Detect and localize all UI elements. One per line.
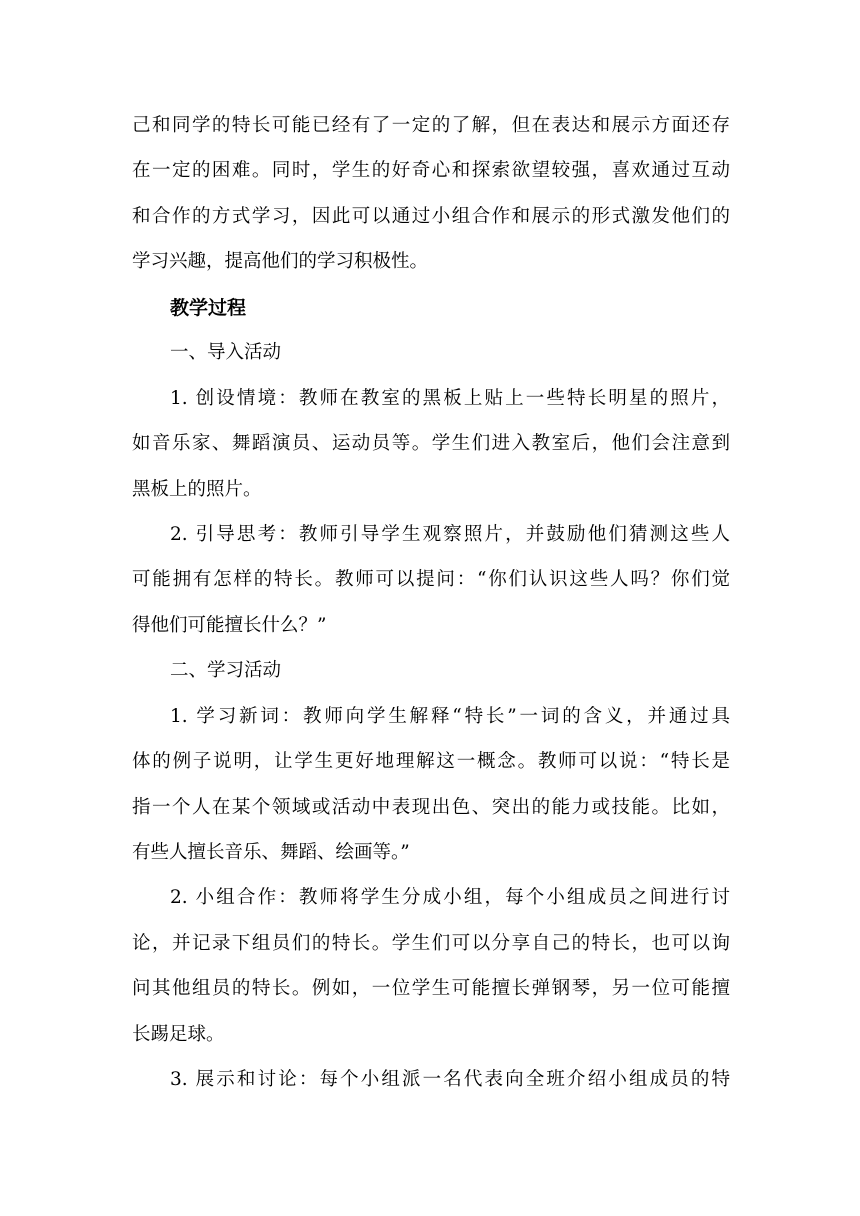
intro-paragraph-line: 学习兴趣，提高他们的学习积极性。 bbox=[132, 251, 429, 272]
part1-item1-line: 1. 创设情境：教师在教室的黑板上贴上一些特长明星的照片， bbox=[170, 388, 730, 409]
intro-paragraph-line: 在一定的困难。同时，学生的好奇心和探索欲望较强，喜欢通过互动 bbox=[132, 160, 730, 181]
part2-item2-line: 2. 小组合作：教师将学生分成小组，每个小组成员之间进行讨 bbox=[170, 887, 730, 908]
part1-item2-line: 2. 引导思考：教师引导学生观察照片，并鼓励他们猜测这些人 bbox=[170, 524, 730, 545]
part2-item3-line: 3. 展示和讨论：每个小组派一名代表向全班介绍小组成员的特 bbox=[170, 1069, 730, 1090]
part2-item1-line: 体的例子说明，让学生更好地理解这一概念。教师可以说：“特长是 bbox=[132, 751, 730, 772]
part2-item2-line: 问其他组员的特长。例如，一位学生可能擅长弹钢琴，另一位可能擅 bbox=[132, 978, 730, 999]
part2-title: 二、学习活动 bbox=[170, 660, 282, 681]
part1-title: 一、导入活动 bbox=[170, 342, 282, 363]
part2-item2-line: 论，并记录下组员们的特长。学生们可以分享自己的特长，也可以询 bbox=[132, 933, 730, 954]
intro-paragraph-line: 和合作的方式学习，因此可以通过小组合作和展示的形式激发他们的 bbox=[132, 206, 730, 227]
part2-item1-line: 1. 学习新词：教师向学生解释“特长”一词的含义，并通过具 bbox=[170, 706, 730, 727]
part2-item2-line: 长踢足球。 bbox=[132, 1024, 225, 1045]
part2-item1-line: 指一个人在某个领域或活动中表现出色、突出的能力或技能。比如， bbox=[132, 797, 730, 818]
part1-item2-line: 得他们可能擅长什么？” bbox=[132, 615, 327, 636]
section-heading: 教学过程 bbox=[170, 297, 247, 319]
intro-paragraph-line: 己和同学的特长可能已经有了一定的了解，但在表达和展示方面还存 bbox=[132, 115, 730, 136]
part1-item1-line: 如音乐家、舞蹈演员、运动员等。学生们进入教室后，他们会注意到 bbox=[132, 433, 730, 454]
part1-item2-line: 可能拥有怎样的特长。教师可以提问：“你们认识这些人吗？你们觉 bbox=[132, 569, 730, 590]
part2-item1-line: 有些人擅长音乐、舞蹈、绘画等。” bbox=[132, 842, 410, 863]
part1-item1-line: 黑板上的照片。 bbox=[132, 479, 262, 500]
